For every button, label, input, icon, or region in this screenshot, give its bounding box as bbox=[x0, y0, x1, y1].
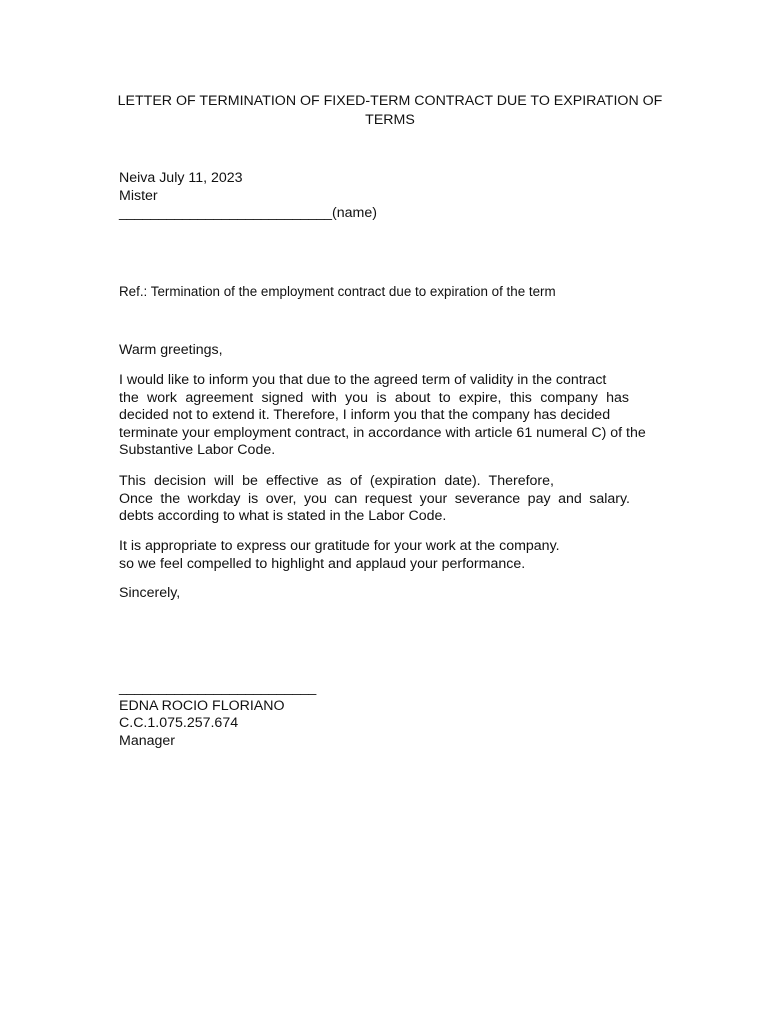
paragraph-3 bbox=[119, 538, 631, 573]
signature-block bbox=[119, 680, 631, 750]
closing bbox=[119, 585, 631, 603]
paragraph-1-line-3: decided not to extend it. Therefore, I inform you that the company has decided bbox=[119, 407, 611, 424]
recipient-block bbox=[119, 170, 631, 223]
signer-id: C.C.1.075.257.674 bbox=[119, 715, 239, 732]
paragraph-2-line-1: This decision will be effective as of (expiration date). Therefore, bbox=[119, 473, 554, 489]
greeting-text: Warm greetings, bbox=[119, 342, 223, 358]
salutation-title: Mister bbox=[119, 187, 158, 204]
reference-text: Ref.: Termination of the employment contract due to expiration of the term bbox=[119, 284, 556, 299]
greeting bbox=[119, 342, 631, 360]
paragraph-3-line-2: so we feel compelled to highlight and applaud your performance. bbox=[119, 555, 526, 572]
paragraph-1 bbox=[119, 372, 646, 460]
recipient-name-line: ___________________________(name) bbox=[119, 205, 377, 222]
closing-text: Sincerely, bbox=[119, 585, 181, 601]
paragraph-1-line-4: terminate your employment contract, in accordance with article 61 numeral C) of the bbox=[119, 424, 646, 441]
paragraph-3-line-1: It is appropriate to express our gratitude for your work at the company. bbox=[119, 538, 560, 554]
signer-name: EDNA ROCIO FLORIANO bbox=[119, 697, 285, 714]
paragraph-2-line-1-wrap bbox=[119, 473, 554, 491]
paragraph-1-line-2: the work agreement signed with you is about to expire, this company has bbox=[119, 389, 629, 406]
reference-line bbox=[119, 283, 631, 301]
date-line: Neiva July 11, 2023 bbox=[119, 170, 243, 186]
paragraph-2-line-3: debts according to what is stated in the Labor Code. bbox=[119, 508, 447, 525]
letter-title: LETTER OF TERMINATION OF FIXED-TERM CONTRACT DUE TO EXPIRATION OF TERMS bbox=[117, 93, 663, 128]
paragraph-1-line-5: Substantive Labor Code. bbox=[119, 442, 276, 459]
paragraph-2-line-2: Once the workday is over, you can request your severance pay and salary. bbox=[119, 490, 630, 507]
paragraph-2 bbox=[119, 473, 630, 526]
paragraph-1-line-1: I would like to inform you that due to the agreed term of validity in the contract bbox=[119, 372, 607, 388]
signer-role: Manager bbox=[119, 732, 175, 749]
signature-line: _________________________ bbox=[119, 680, 317, 696]
